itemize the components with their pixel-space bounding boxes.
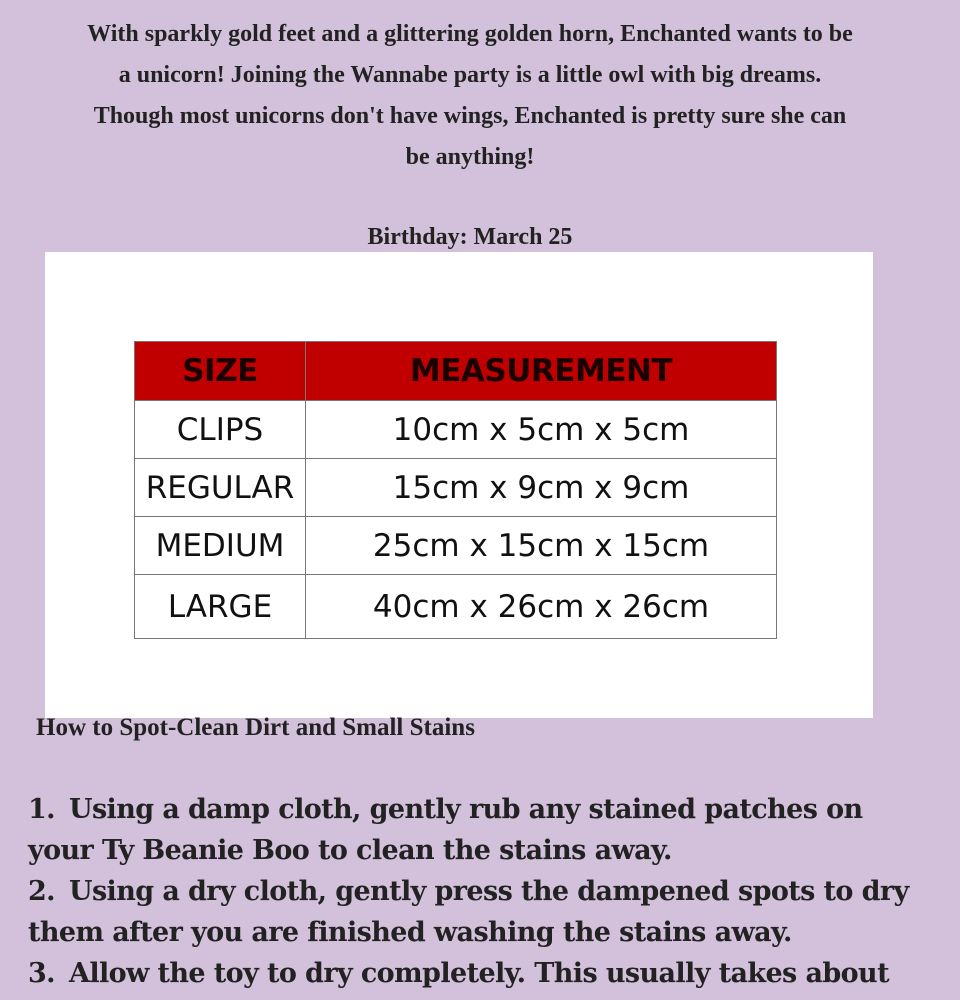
measurement-cell: 15cm x 9cm x 9cm bbox=[306, 459, 777, 517]
description-line: be anything! bbox=[405, 144, 535, 170]
measurement-cell: 25cm x 15cm x 15cm bbox=[306, 517, 777, 575]
size-table bbox=[134, 341, 777, 639]
step-text: Allow the toy to dry completely. This usually takes about bbox=[69, 958, 889, 989]
step-text: Using a dry cloth, gently press the dampened spots to dry bbox=[69, 876, 909, 907]
step-number: 1. bbox=[28, 794, 55, 825]
birthday-text: Birthday: March 25 bbox=[367, 224, 573, 250]
size-column-header: SIZE bbox=[135, 342, 306, 401]
step-line: your Ty Beanie Boo to clean the stains away. bbox=[28, 835, 672, 866]
size-cell: REGULAR bbox=[135, 459, 306, 517]
product-description bbox=[10, 14, 930, 178]
size-cell: LARGE bbox=[135, 575, 306, 639]
table-row bbox=[135, 459, 777, 517]
size-chart-panel bbox=[45, 252, 873, 718]
measurement-cell: 10cm x 5cm x 5cm bbox=[306, 401, 777, 459]
step-line bbox=[28, 953, 938, 994]
size-cell: CLIPS bbox=[135, 401, 306, 459]
table-row bbox=[135, 517, 777, 575]
care-heading: How to Spot-Clean Dirt and Small Stains bbox=[36, 714, 475, 741]
size-cell: MEDIUM bbox=[135, 517, 306, 575]
step-number: 3. bbox=[28, 958, 55, 989]
description-line: Though most unicorns don't have wings, Enchanted is pretty sure she can bbox=[93, 103, 847, 129]
step-line: them after you are finished washing the stains away. bbox=[28, 917, 792, 948]
measurement-column-header: MEASUREMENT bbox=[306, 342, 777, 401]
step-text: Using a damp cloth, gently rub any stained patches on bbox=[69, 794, 863, 825]
table-row bbox=[135, 575, 777, 639]
description-line: With sparkly gold feet and a glittering golden horn, Enchanted wants to be bbox=[87, 21, 853, 47]
step-number: 2. bbox=[28, 876, 55, 907]
description-line: a unicorn! Joining the Wannabe party is a little owl with big dreams. bbox=[118, 62, 822, 88]
care-steps bbox=[28, 789, 938, 994]
table-row bbox=[135, 401, 777, 459]
step-line bbox=[28, 871, 938, 912]
table-header-row bbox=[135, 342, 777, 401]
measurement-cell: 40cm x 26cm x 26cm bbox=[306, 575, 777, 639]
step-line bbox=[28, 789, 938, 830]
